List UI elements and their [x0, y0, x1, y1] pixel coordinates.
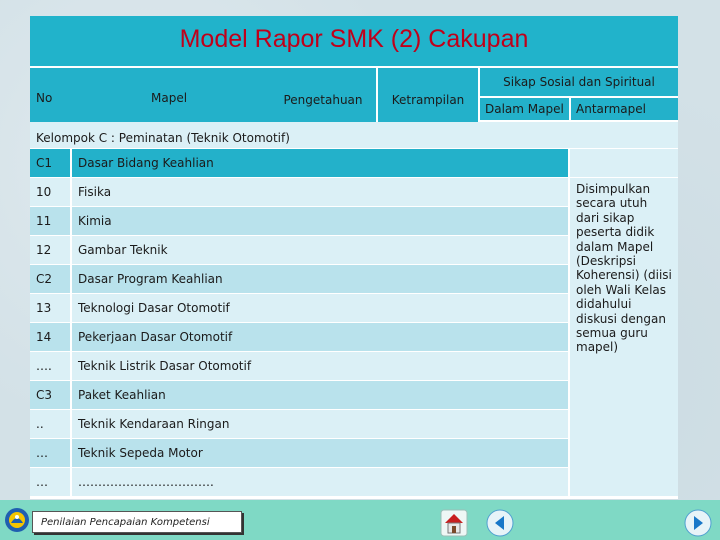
row-no-cell	[30, 178, 70, 206]
row-no: 11	[36, 214, 52, 228]
row-mapel: Teknik Sepeda Motor	[78, 446, 203, 460]
group-label-row	[30, 122, 678, 148]
row-mapel-cell	[72, 352, 568, 380]
row-mapel: Teknik Listrik Dasar Otomotif	[78, 359, 252, 373]
home-icon[interactable]	[440, 509, 468, 537]
row-mapel-cell	[72, 439, 568, 467]
row-mapel: Teknologi Dasar Otomotif	[78, 301, 230, 315]
row-c2-no	[30, 265, 70, 293]
row-mapel: Fisika	[78, 185, 112, 199]
antarmapel-note: Disimpulkan secara utuh dari sikap peserta didik dalam Mapel (Deskripsi Koherensi) (diisi oleh Wali Kelas didahului diskusi dengan semua guru mapel)	[576, 182, 672, 355]
row-c3-no	[30, 381, 70, 409]
tut-wuri-handayani-logo	[4, 507, 30, 533]
header-antarmapel	[571, 98, 678, 120]
header-sikap	[480, 68, 678, 96]
slide	[30, 16, 678, 499]
header-sikap-label: Sikap Sosial dan Spiritual	[503, 75, 655, 89]
row-mapel-cell	[72, 468, 568, 496]
header-no: No	[36, 91, 53, 105]
arrow-left-icon[interactable]	[486, 509, 514, 537]
header-mapel: Mapel	[151, 91, 188, 105]
row-mapel: Pekerjaan Dasar Otomotif	[78, 330, 233, 344]
row-mapel: Dasar Bidang Keahlian	[78, 156, 214, 170]
row-no: ..	[36, 417, 44, 431]
slide-title: Model Rapor SMK (2) Cakupan	[179, 24, 529, 53]
row-mapel: Kimia	[78, 214, 112, 228]
row-mapel: Dasar Program Keahlian	[78, 272, 223, 286]
row-mapel-cell	[72, 178, 568, 206]
row-mapel-cell	[72, 410, 568, 438]
header-pengetahuan-label: Pengetahuan	[283, 92, 363, 107]
row-no: 10	[36, 185, 52, 199]
row-no: …	[36, 475, 48, 489]
row-mapel: Gambar Teknik	[78, 243, 168, 257]
row-no: C1	[36, 156, 53, 170]
row-c1-no	[30, 149, 70, 177]
row-no: 14	[36, 330, 52, 344]
antarmapel-note-cell	[570, 178, 678, 496]
row-no-cell	[30, 439, 70, 467]
footer-caption-text: Penilaian Pencapaian Kompetensi	[41, 516, 210, 528]
divider	[568, 149, 570, 496]
row-mapel: …………………………….	[78, 475, 214, 489]
divider	[70, 149, 72, 496]
row-mapel-cell	[72, 207, 568, 235]
title-bar	[30, 16, 678, 66]
row-no: C3	[36, 388, 53, 402]
row-no: 12	[36, 243, 52, 257]
row-no-cell	[30, 468, 70, 496]
header-dalam-mapel-label: Dalam Mapel	[485, 102, 564, 116]
header-dalam-mapel	[480, 98, 569, 120]
header-ketrampilan-label: Ketrampilan	[391, 92, 465, 107]
row-mapel-cell	[72, 236, 568, 264]
row-c1-mapel	[72, 149, 568, 177]
row-mapel: Teknik Kendaraan Ringan	[78, 417, 230, 431]
row-no: ….	[36, 359, 52, 373]
row-no-cell	[30, 323, 70, 351]
row-c2-mapel	[72, 265, 568, 293]
footer-caption	[32, 511, 242, 533]
row-no: …	[36, 446, 48, 460]
row-mapel-cell	[72, 323, 568, 351]
row-mapel: Paket Keahlian	[78, 388, 166, 402]
arrow-right-icon[interactable]	[684, 509, 712, 537]
row-no-cell	[30, 294, 70, 322]
header-antarmapel-label: Antarmapel	[576, 102, 646, 116]
row-mapel-cell	[72, 294, 568, 322]
group-label: Kelompok C : Peminatan (Teknik Otomotif)	[36, 131, 290, 145]
row-no: C2	[36, 272, 53, 286]
row-no-cell	[30, 410, 70, 438]
row-c3-mapel	[72, 381, 568, 409]
row-no-cell	[30, 236, 70, 264]
row-no-cell	[30, 207, 70, 235]
row-c1-antarmapel	[570, 149, 678, 177]
row-no: 13	[36, 301, 52, 315]
row-no-cell	[30, 352, 70, 380]
